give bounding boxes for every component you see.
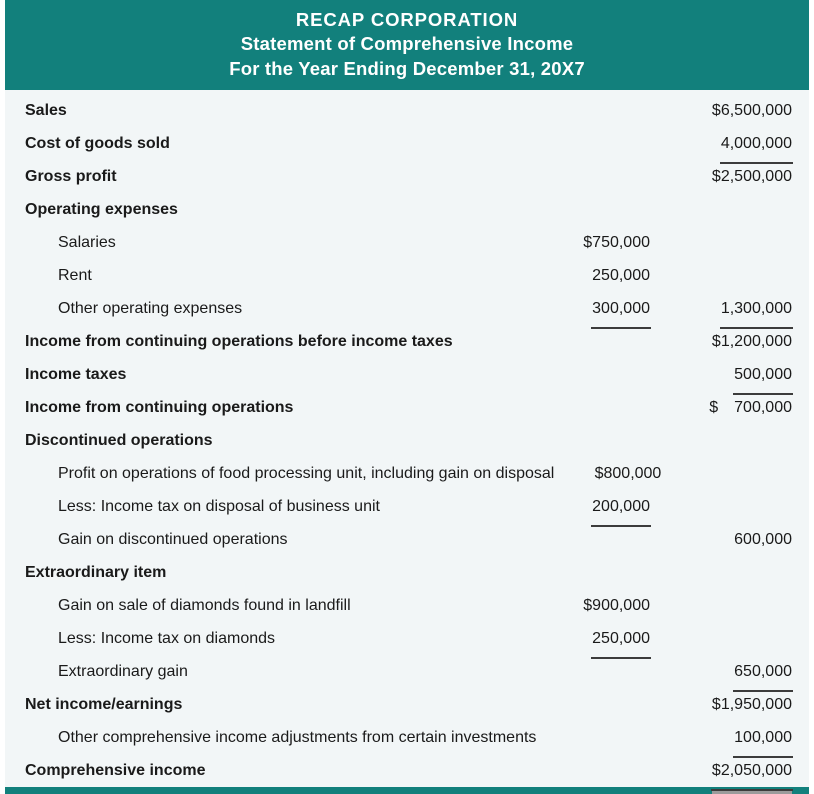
row-amount-detail (543, 292, 669, 329)
statement-row (5, 226, 809, 259)
row-label: Sales (25, 102, 67, 120)
amount-value: 250,000 (591, 622, 651, 659)
statement-row (5, 391, 809, 424)
amount-value: $6,500,000 (711, 102, 792, 120)
amount-value: $1,950,000 (711, 696, 792, 714)
statement-period: For the Year Ending December 31, 20X7 (229, 57, 585, 79)
row-amount-total (669, 523, 795, 558)
row-amount-total (669, 688, 795, 723)
statement-row (5, 127, 809, 160)
row-amount-total (669, 292, 795, 329)
row-label: Extraordinary item (25, 564, 167, 582)
row-label: Gain on sale of diamonds found in landfill (58, 597, 351, 615)
amount-value: 1,300,000 (720, 292, 793, 329)
amount-value: $900,000 (583, 597, 650, 615)
amount-value: 600,000 (734, 531, 792, 549)
amount-value: 4,000,000 (720, 127, 793, 164)
statement-row (5, 424, 809, 457)
row-amount-detail (543, 226, 669, 261)
row-label: Discontinued operations (25, 432, 213, 450)
statement-row (5, 292, 809, 325)
row-amount-total (669, 358, 795, 395)
row-amount-detail (543, 622, 669, 659)
statement-row (5, 358, 809, 391)
row-label: Rent (58, 267, 92, 285)
row-amount-total (669, 160, 795, 195)
statement-row (5, 325, 809, 358)
statement-title: Statement of Comprehensive Income (240, 33, 574, 55)
row-amount-total (669, 754, 795, 791)
amount-value: $2,050,000 (711, 754, 793, 791)
amount-value: $ 700,000 (709, 399, 792, 417)
statement-row (5, 457, 809, 490)
row-amount-total (669, 325, 795, 360)
row-amount-detail (554, 457, 680, 492)
row-label: Income from continuing operations (25, 399, 294, 417)
statement-row (5, 622, 809, 655)
statement-row (5, 556, 809, 589)
statement-row (5, 523, 809, 556)
statement-row (5, 721, 809, 754)
statement-header (5, 0, 809, 90)
statement-row (5, 94, 809, 127)
statement-row (5, 688, 809, 721)
statement-row (5, 490, 809, 523)
statement-row (5, 160, 809, 193)
row-label: Other comprehensive income adjustments from certain investments (58, 729, 537, 747)
row-label: Extraordinary gain (58, 663, 188, 681)
row-amount-total (669, 655, 795, 692)
statement-row (5, 193, 809, 226)
row-amount-detail (543, 259, 669, 294)
amount-value: $750,000 (583, 234, 650, 252)
row-label: Income taxes (25, 366, 127, 384)
row-label: Comprehensive income (25, 762, 206, 780)
amount-value: $2,500,000 (711, 168, 792, 186)
row-label: Less: Income tax on disposal of business unit (58, 498, 380, 516)
statement-row (5, 754, 809, 787)
row-amount-total (669, 391, 795, 426)
row-label: Less: Income tax on diamonds (58, 630, 276, 648)
row-amount-total (669, 127, 795, 164)
row-label: Gain on discontinued operations (58, 531, 288, 549)
row-label: Salaries (58, 234, 116, 252)
row-label: Cost of goods sold (25, 135, 170, 153)
row-amount-detail (543, 490, 669, 527)
statement-row (5, 655, 809, 688)
amount-value: 100,000 (733, 721, 793, 758)
row-label: Gross profit (25, 168, 117, 186)
amount-value: $800,000 (594, 465, 662, 483)
statement-rows (5, 90, 809, 787)
row-amount-detail (543, 589, 669, 624)
row-amount-total (669, 94, 795, 129)
row-label: Profit on operations of food processing unit, including gain on disposal (58, 465, 555, 483)
amount-value: 650,000 (733, 655, 793, 692)
statement-row (5, 589, 809, 622)
amount-value: 250,000 (592, 267, 650, 285)
comprehensive-income-statement (5, 0, 809, 794)
amount-value: 200,000 (591, 490, 651, 527)
statement-row (5, 259, 809, 292)
row-label: Operating expenses (25, 201, 178, 219)
amount-value: 500,000 (733, 358, 793, 395)
row-label: Net income/earnings (25, 696, 183, 714)
row-label: Other operating expenses (58, 300, 243, 318)
row-amount-total (669, 721, 795, 758)
amount-value: 300,000 (591, 292, 651, 329)
company-name: RECAP CORPORATION (295, 9, 519, 30)
amount-value: $1,200,000 (711, 333, 792, 351)
row-label: Income from continuing operations before income taxes (25, 333, 453, 351)
